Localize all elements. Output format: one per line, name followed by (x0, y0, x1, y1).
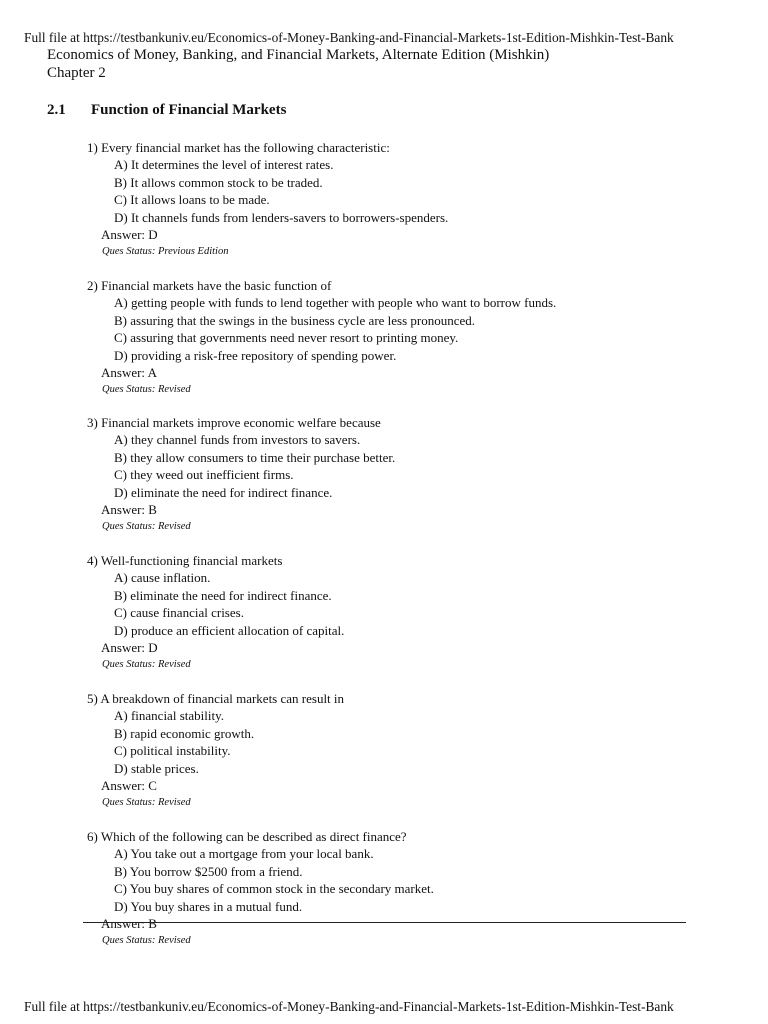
choice-b: B) It allows common stock to be traded. (114, 174, 323, 190)
question-prompt: 5) A breakdown of financial markets can result in (87, 691, 345, 706)
choice-d: D) eliminate the need for indirect finance. (114, 484, 333, 500)
choice-b: B) You borrow $2500 from a friend. (114, 863, 303, 879)
question-6 (87, 828, 727, 949)
choice-a: A) It determines the level of interest rates. (114, 157, 334, 173)
choice-d: D) You buy shares in a mutual fund. (114, 898, 303, 914)
question-4 (87, 552, 727, 673)
footer-url-line: Full file at https://testbankuniv.eu/Economics-of-Money-Banking-and-Financial-Markets-1st-Edition-Mishkin-Test-Bank (24, 999, 674, 1014)
header-url-line: Full file at https://testbankuniv.eu/Economics-of-Money-Banking-and-Financial-Markets-1st-Edition-Mishkin-Test-Bank (24, 30, 674, 45)
choice-c: C) political instability. (114, 743, 231, 759)
choice-b: B) they allow consumers to time their purchase better. (114, 449, 396, 465)
question-2 (87, 277, 727, 398)
question-prompt: 6) Which of the following can be described as direct finance? (87, 829, 407, 844)
question-3 (87, 414, 727, 535)
choice-c: C) cause financial crises. (114, 605, 244, 621)
section-title: Function of Financial Markets (91, 102, 287, 118)
question-prompt: 2) Financial markets have the basic function of (87, 278, 332, 293)
chapter-label: Chapter 2 (47, 65, 106, 81)
question-status: Ques Status: Revised (102, 521, 191, 533)
choice-d: D) stable prices. (114, 760, 199, 776)
choice-b: B) eliminate the need for indirect finance. (114, 587, 332, 603)
question-status: Ques Status: Revised (102, 935, 191, 947)
answer-line: Answer: A (101, 364, 157, 380)
choice-d: D) providing a risk-free repository of spending power. (114, 347, 397, 363)
choice-c: C) It allows loans to be made. (114, 192, 270, 208)
choice-c: C) assuring that governments need never resort to printing money. (114, 330, 459, 346)
choice-a: A) You take out a mortgage from your local bank. (114, 846, 374, 862)
section-heading (47, 102, 286, 119)
choice-b: B) rapid economic growth. (114, 725, 255, 741)
answer-line: Answer: D (101, 639, 158, 655)
question-prompt: 3) Financial markets improve economic welfare because (87, 415, 381, 430)
choice-a: A) they channel funds from investors to savers. (114, 432, 361, 448)
choice-b: B) assuring that the swings in the business cycle are less pronounced. (114, 312, 476, 328)
horizontal-rule (83, 922, 686, 923)
question-prompt: 4) Well-functioning financial markets (87, 553, 283, 568)
question-status: Ques Status: Revised (102, 659, 191, 671)
answer-line: Answer: B (101, 501, 157, 517)
choice-d: D) produce an efficient allocation of capital. (114, 622, 345, 638)
choice-a: A) getting people with funds to lend together with people who want to borrow funds. (114, 295, 557, 311)
choice-d: D) It channels funds from lenders-savers to borrowers-spenders. (114, 209, 449, 225)
book-title: Economics of Money, Banking, and Financial Markets, Alternate Edition (Mishkin) (47, 47, 550, 63)
question-1 (87, 139, 727, 260)
question-status: Ques Status: Revised (102, 797, 191, 809)
question-5 (87, 690, 727, 811)
question-status: Ques Status: Revised (102, 384, 191, 396)
choice-a: A) cause inflation. (114, 570, 211, 586)
answer-line: Answer: B (101, 915, 157, 931)
answer-line: Answer: C (101, 777, 157, 793)
choice-c: C) they weed out inefficient firms. (114, 467, 294, 483)
choice-a: A) financial stability. (114, 708, 224, 724)
choice-c: C) You buy shares of common stock in the secondary market. (114, 881, 434, 897)
question-prompt: 1) Every financial market has the following characteristic: (87, 140, 390, 155)
question-status: Ques Status: Previous Edition (102, 246, 229, 258)
answer-line: Answer: D (101, 226, 158, 242)
section-number: 2.1 (47, 102, 66, 118)
